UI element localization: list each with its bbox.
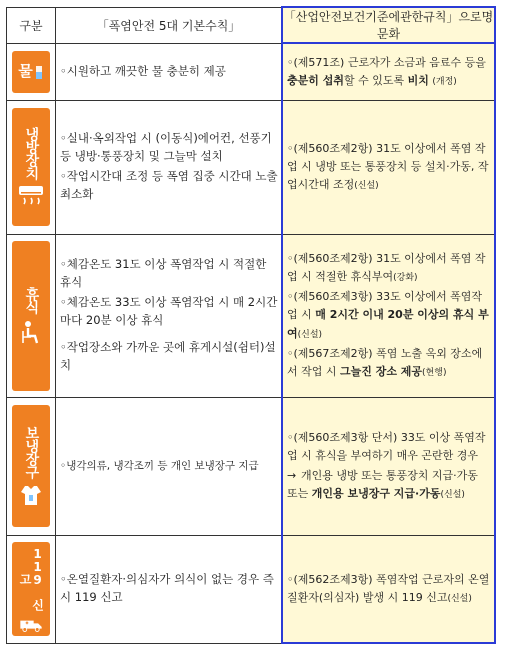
table-row-cooling [7, 100, 496, 234]
law-cell-cooling [282, 100, 495, 234]
rule-item: ◦작업시간대 조정 등 폭염 집중 시간대 노출 최소화 [60, 169, 278, 201]
header-category: 구분 [7, 7, 56, 43]
category-label: 휴식 [23, 286, 40, 313]
law-cell-rest [282, 234, 495, 397]
law-item [287, 288, 491, 342]
law-item [287, 140, 491, 194]
law-tag: (개정) [432, 76, 457, 87]
law-tag: (신설) [297, 329, 323, 340]
law-bold-text: 그늘진 장소 제공 [340, 364, 423, 378]
table-row-119 [7, 535, 496, 643]
law-text: ◦(제567조제2항) 폭염 노출 옥외 장소에서 작업 시 [287, 346, 483, 378]
law-text: ◦(제560조제2항) 31도 이상에서 폭염 작업 시 적절한 휴식부여 [287, 252, 486, 284]
law-item [287, 345, 491, 381]
table-header-row [7, 7, 496, 43]
rule-item: ◦체감온도 31도 이상 폭염작업 시 적절한 휴식 [60, 257, 267, 289]
category-cell-cooling [7, 100, 56, 234]
rule-item: ◦작업장소와 가까운 곳에 휴게시설(쉼터)설치 [60, 340, 276, 373]
law-bold-text: 개인용 보냉장구 지급·가동 [311, 487, 441, 501]
category-cell-119 [7, 535, 56, 643]
category-badge-cooling-gear [12, 405, 50, 527]
heat-safety-table [6, 6, 496, 644]
category-cell-rest [7, 234, 56, 397]
category-label: 보냉장구 [23, 426, 40, 478]
header-law: 「산업안전보건기준에관한규칙」으로명문화 [282, 7, 495, 43]
category-cell-water [7, 43, 56, 100]
law-tag: (신설) [447, 593, 472, 604]
law-bold-text: 매 2시간 이내 20분 이상의 휴식 부여 [287, 308, 489, 340]
arrow-icon: → [287, 469, 297, 482]
law-item [287, 571, 491, 607]
law-item: ◦(제560조제3항 단서) 33도 이상 폭염작업 시 휴식을 부여하기 매우 곤란한 경우 [287, 430, 486, 462]
rules-cell-119 [56, 535, 283, 643]
law-text: ◦(제560조제3항) 33도 이상에서 폭염작업 시 [287, 290, 483, 322]
law-text: ◦(제562조제3항) 폭염작업 근로자의 온열질환자(의심자) 발생 시 119 신고 [287, 572, 490, 604]
rules-cell-water [56, 43, 283, 100]
rule-item: ◦시원하고 깨끗한 물 충분히 제공 [60, 63, 226, 78]
category-badge-119 [12, 542, 50, 636]
rule-item: ◦냉각의류, 냉각조끼 등 개인 보냉장구 지급 [60, 459, 259, 472]
ambulance-icon [18, 618, 44, 632]
law-tag: (현행) [422, 367, 447, 378]
rule-item: ◦실내·옥외작업 시 (이동식)에어컨, 선풍기 등 냉방·통풍장치 및 그늘막 설치 [60, 131, 272, 164]
table-row-rest [7, 234, 496, 397]
law-text: ◦(제560조제2항) 31도 이상에서 폭염 작업 시 냉방 또는 통풍장치 등 설치·가동, 작업시간대 조정 [287, 141, 489, 192]
law-text: ◦(제571조) 근로자가 소금과 음료수 등을 [287, 55, 486, 69]
law-text: 개인용 냉방 또는 통풍장치 지급·가동 또는 [287, 469, 478, 501]
category-badge-water [12, 51, 50, 93]
rules-cell-cooling [56, 100, 283, 234]
category-label: 물 [18, 61, 32, 80]
law-tag: (신설) [354, 181, 379, 192]
law-bold-text: 충분히 섭취 [287, 73, 344, 87]
law-cell-cooling-gear [282, 397, 495, 535]
air-conditioner-icon [18, 185, 44, 207]
rules-cell-cooling-gear [56, 397, 283, 535]
header-rules: 「폭염안전 5대 기본수칙」 [56, 7, 283, 43]
water-cup-icon [34, 63, 44, 81]
table-row-water [7, 43, 496, 100]
law-cell-119 [282, 535, 495, 643]
law-bold-text: 비치 [407, 73, 429, 87]
rule-item: ◦체감온도 33도 이상 폭염작업 시 매 2시간마다 20분 이상 휴식 [60, 294, 278, 327]
law-item [287, 467, 491, 503]
cooling-gear-icon [19, 484, 43, 506]
law-item [287, 54, 491, 90]
heat-safety-table-wrapper [6, 6, 496, 646]
category-badge-cooling [12, 108, 50, 226]
law-item [287, 250, 491, 286]
resting-person-icon [19, 319, 43, 345]
law-text: 할 수 있도록 [343, 73, 408, 87]
category-cell-cooling-gear [7, 397, 56, 535]
category-badge-rest [12, 241, 50, 391]
rule-item: ◦온열질환자·의심자가 의식이 없는 경우 즉시 119 신고 [60, 572, 274, 604]
rules-cell-rest [56, 234, 283, 397]
law-tag: (신설) [440, 490, 465, 501]
category-label: 냉방장치 [23, 127, 40, 179]
law-tag: (강화) [393, 273, 418, 284]
category-label: 119 신고 [18, 547, 45, 611]
table-row-cooling-gear [7, 397, 496, 535]
law-cell-water [282, 43, 495, 100]
